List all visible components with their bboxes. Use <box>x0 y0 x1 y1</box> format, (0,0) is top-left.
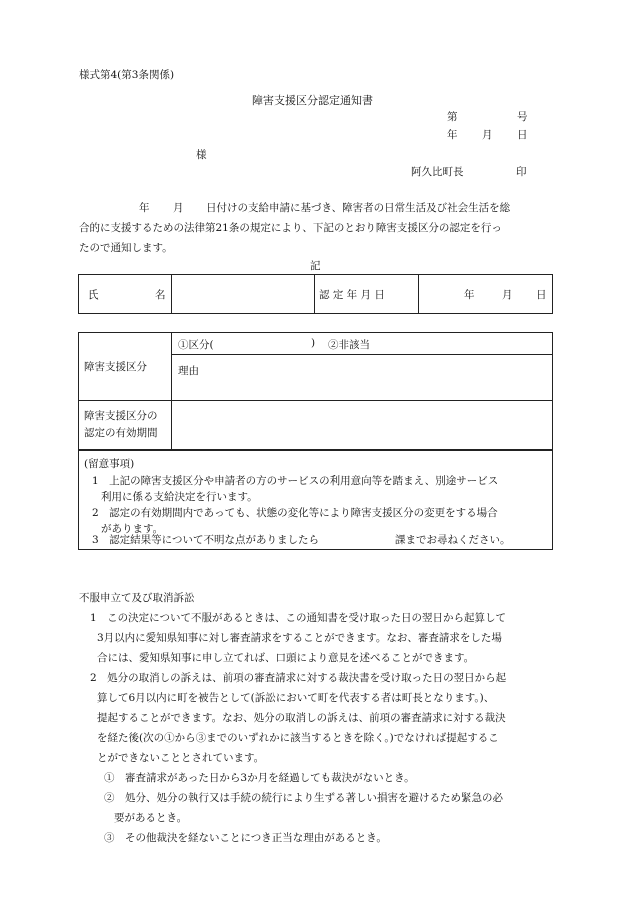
cert-date-day: 日 <box>536 289 547 301</box>
appeal-1-line-3: 合には、愛知県知事に申し立てれば、口頭により意見を述べることができます。 <box>97 652 475 664</box>
intro-line-3: たので通知します。 <box>79 242 173 254</box>
appeal-2-line-1: 2 処分の取消しの訴えは、前項の審査請求に対する裁決書を受け取った日の翌日から起 <box>90 672 507 684</box>
intro-line-2: 合的に支援するための法律第21条の規定により、下記のとおり障害支援区分の認定を行っ <box>79 222 502 234</box>
option-category: ①区分( <box>178 339 214 351</box>
document-number-suffix: 号 <box>517 111 528 123</box>
appeal-2-line-2: 算して6月以内に町を被告として(訴訟において町を代表する者は町長となります。)、 <box>97 692 495 704</box>
note-1-line-1: 1 上記の障害支援区分や申請者の方のサービスの利用意向等を踏まえ、別途サービス <box>92 475 499 487</box>
appeal-heading: 不服申立て及び取消訴訟 <box>79 592 195 604</box>
appeal-2-line-4: を経た後(次の①から③までのいずれかに該当するときを除く。)でなければ提起するこ <box>97 732 499 744</box>
option-not-applicable: ②非該当 <box>328 339 370 351</box>
document-number-prefix: 第 <box>447 111 458 123</box>
note-2-line-2: があります。 <box>101 523 164 535</box>
notes-heading: (留意事項) <box>84 458 135 470</box>
seal-mark: 印 <box>516 166 527 178</box>
issue-date-year: 年 <box>447 129 458 141</box>
appeal-sub-2-line-2: 要があるとき。 <box>114 812 188 824</box>
appeal-1-line-1: 1 この決定について不服があるときは、この通知書を受け取った日の翌日から起算して <box>90 612 506 624</box>
intro-year: 年 <box>139 202 150 214</box>
note-3-tail: 課までお尋ねください。 <box>395 534 511 546</box>
validity-label-line-1: 障害支援区分の <box>84 410 158 422</box>
name-label-first: 氏 <box>88 289 99 301</box>
note-1-line-2: 利用に係る支給決定を行います。 <box>101 491 258 503</box>
appeal-sub-3: ③ その他裁決を経ないことにつき正当な理由があるとき。 <box>104 832 387 844</box>
appeal-sub-1: ① 審査請求があった日から3か月を経過しても裁決がないとき。 <box>104 772 415 784</box>
reason-label: 理由 <box>178 365 199 377</box>
intro-month: 月 <box>173 202 184 214</box>
name-label-second: 名 <box>155 289 166 301</box>
option-category-close: ) <box>311 337 316 349</box>
document-title: 障害支援区分認定通知書 <box>252 94 373 107</box>
appeal-2-line-5: とができないこととされています。 <box>97 752 265 764</box>
issue-date-day: 日 <box>517 129 528 141</box>
intro-line-1: 日付けの支給申請に基づき、障害者の日常生活及び社会生活を総 <box>206 202 511 214</box>
name-date-table <box>78 274 553 314</box>
note-3-text: 3 認定結果等について不明な点がありましたら <box>92 534 319 546</box>
recipient-suffix: 様 <box>196 149 207 161</box>
ki-marker: 記 <box>310 260 321 272</box>
form-number: 様式第4(第3条関係) <box>79 69 175 81</box>
issue-date-month: 月 <box>482 129 493 141</box>
appeal-sub-2-line-1: ② 処分、処分の執行又は手続の続行により生ずる著しい損害を避けるため緊急の必 <box>104 792 503 804</box>
note-2-line-1: 2 認定の有効期間内であっても、状態の変化等により障害支援区分の変更をする場合 <box>92 507 498 519</box>
cert-date-label: 認 定 年 月 日 <box>319 289 385 301</box>
appeal-2-line-3: 提起することができます。なお、処分の取消しの訴えは、前項の審査請求に対する裁決 <box>97 712 506 724</box>
validity-label-line-2: 認定の有効期間 <box>84 427 158 439</box>
category-label: 障害支援区分 <box>84 361 147 373</box>
cert-date-year: 年 <box>464 289 475 301</box>
appeal-1-line-2: 3月以内に愛知県知事に対し審査請求をすることができます。なお、審査請求をした場 <box>97 632 502 644</box>
issuer-name: 阿久比町長 <box>411 166 464 178</box>
cert-date-month: 月 <box>502 289 513 301</box>
